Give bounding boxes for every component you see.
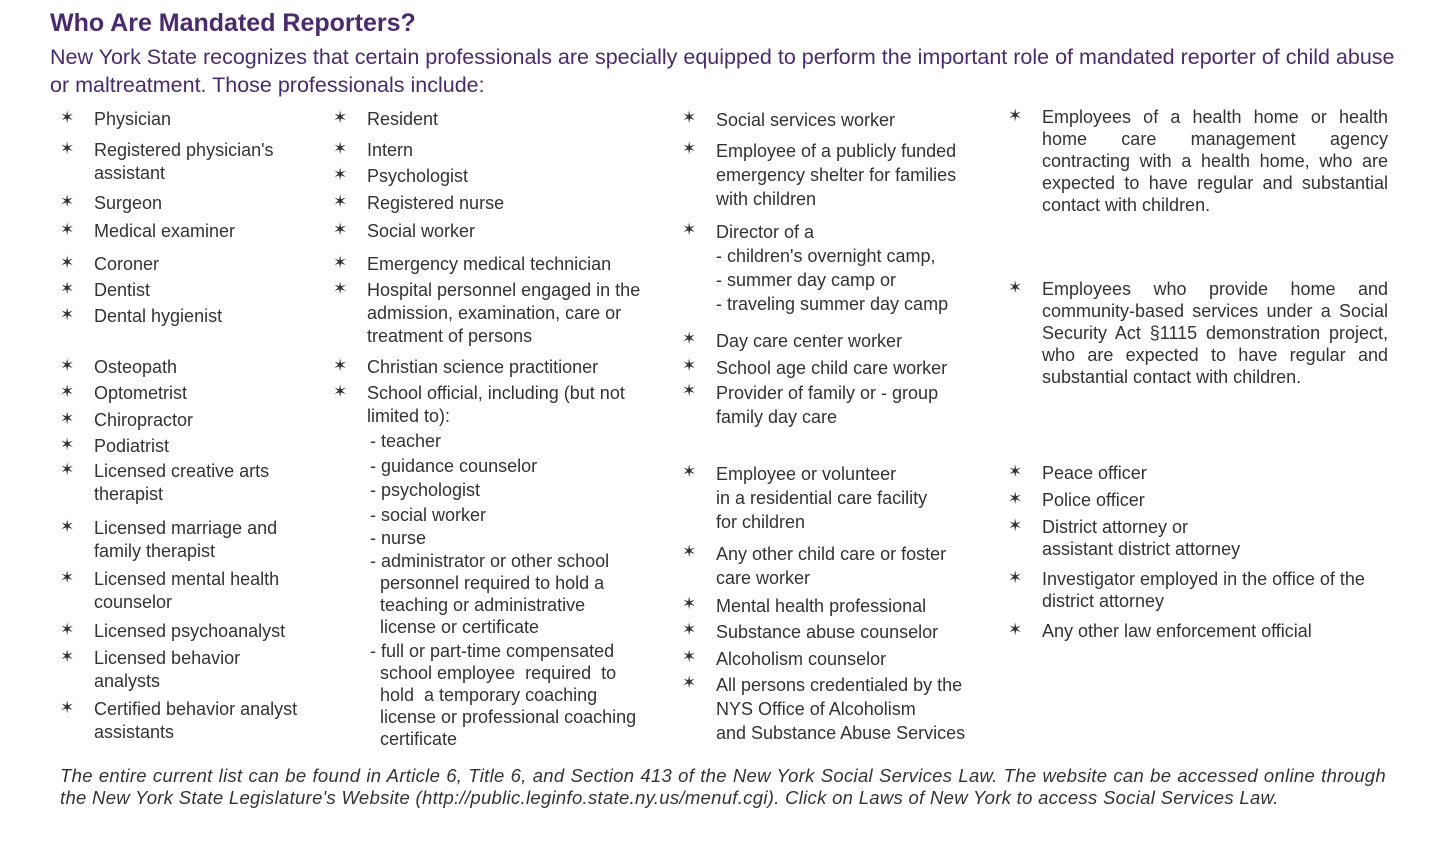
col4-item-text: Any other law enforcement official bbox=[1042, 621, 1312, 641]
col4-item-text: Employees of a health home or health home care management agency contracting with a health home, who are expected to have regular and substantial contact with children. bbox=[1042, 107, 1388, 215]
asterisk-bullet-icon: ✶ bbox=[333, 253, 348, 272]
col1-item-text: Dentist bbox=[94, 280, 151, 300]
col1-item-text: Licensed creative arts therapist bbox=[94, 461, 270, 504]
asterisk-bullet-icon: ✶ bbox=[1008, 106, 1023, 125]
asterisk-bullet-icon: ✶ bbox=[60, 139, 75, 158]
asterisk-bullet-icon: ✶ bbox=[1008, 462, 1023, 481]
col1-item-text: Licensed psychoanalyst bbox=[94, 621, 286, 641]
asterisk-bullet-icon: ✶ bbox=[682, 594, 697, 613]
asterisk-bullet-icon: ✶ bbox=[682, 139, 697, 158]
asterisk-bullet-icon: ✶ bbox=[60, 192, 75, 211]
col3-sub-item: - traveling summer day camp bbox=[716, 294, 949, 314]
asterisk-bullet-icon: ✶ bbox=[60, 620, 75, 639]
col4-item-text: Employees who provide home and community-based services under a Social Security Act §1115 demonstration project, who are expected to have regular and substantial contact with children. bbox=[1042, 279, 1388, 387]
asterisk-bullet-icon: ✶ bbox=[60, 220, 75, 239]
col2-item-text: Social worker bbox=[367, 221, 476, 241]
col3-item-text: Provider of family or - group family day care bbox=[716, 383, 939, 427]
col1-item-text: Podiatrist bbox=[94, 436, 170, 456]
page-title: Who Are Mandated Reporters? bbox=[50, 9, 416, 37]
asterisk-bullet-icon: ✶ bbox=[60, 279, 75, 298]
col2-sub-item: - administrator or other school personnel required to hold a teaching or administrative license or certificate bbox=[370, 551, 610, 637]
asterisk-bullet-icon: ✶ bbox=[1008, 620, 1023, 639]
col3-item-text: Social services worker bbox=[716, 110, 896, 130]
col2-item-text: Psychologist bbox=[367, 166, 469, 186]
asterisk-bullet-icon: ✶ bbox=[682, 381, 697, 400]
col3-item-text: Mental health professional bbox=[716, 596, 927, 616]
asterisk-bullet-icon: ✶ bbox=[60, 435, 75, 454]
col2-sub-item: - nurse bbox=[370, 528, 427, 548]
asterisk-bullet-icon: ✶ bbox=[1008, 489, 1023, 508]
col2-item-text: Registered nurse bbox=[367, 193, 505, 213]
col2-item-text: Hospital personnel engaged in the admission, examination, care or treatment of persons bbox=[367, 280, 641, 346]
col1-item-text: Licensed behavior analysts bbox=[94, 648, 241, 691]
asterisk-bullet-icon: ✶ bbox=[60, 409, 75, 428]
col3-item-text: Employee of a publicly funded emergency shelter for families with children bbox=[716, 141, 957, 209]
col3-sub-item: - children's overnight camp, bbox=[716, 246, 936, 266]
col2-sub-item: - guidance counselor bbox=[370, 456, 538, 476]
col1-item-text: Surgeon bbox=[94, 193, 163, 213]
col4-item-text: Peace officer bbox=[1042, 463, 1147, 483]
col1-item-text: Certified behavior analyst assistants bbox=[94, 699, 298, 742]
col3-item-text: Day care center worker bbox=[716, 331, 903, 351]
col3-item-text: School age child care worker bbox=[716, 358, 948, 378]
col1-item-text: Licensed marriage and family therapist bbox=[94, 518, 278, 561]
col2-item-text: Christian science practitioner bbox=[367, 357, 599, 377]
col3-item-text: All persons credentialed by the NYS Office of Alcoholism and Substance Abuse Services bbox=[716, 675, 966, 743]
asterisk-bullet-icon: ✶ bbox=[682, 620, 697, 639]
col3-item-text: Employee or volunteer in a residential care facility for children bbox=[716, 464, 928, 532]
col1-item-text: Chiropractor bbox=[94, 410, 194, 430]
asterisk-bullet-icon: ✶ bbox=[333, 192, 348, 211]
col1-item-text: Optometrist bbox=[94, 383, 188, 403]
asterisk-bullet-icon: ✶ bbox=[333, 279, 348, 298]
col3-item-text: Any other child care or foster care worker bbox=[716, 544, 947, 588]
col2-sub-item: - social worker bbox=[370, 505, 487, 525]
col4-item-text: Police officer bbox=[1042, 490, 1145, 510]
asterisk-bullet-icon: ✶ bbox=[682, 542, 697, 561]
col2-item-text: Emergency medical technician bbox=[367, 254, 612, 274]
col3-item-text: Substance abuse counselor bbox=[716, 622, 939, 642]
asterisk-bullet-icon: ✶ bbox=[1008, 516, 1023, 535]
col2-sub-item: - teacher bbox=[370, 431, 442, 451]
asterisk-bullet-icon: ✶ bbox=[60, 460, 75, 479]
asterisk-bullet-icon: ✶ bbox=[682, 673, 697, 692]
asterisk-bullet-icon: ✶ bbox=[333, 220, 348, 239]
footer-note: The entire current list can be found in Article 6, Title 6, and Section 413 of the New York Social Services Law. The website can be accessed online through the New York State Legislature's Website (http://public.leginfo.state.ny.us/menuf.cgi). Click on Laws of New York to access Social Services Law. bbox=[60, 765, 1386, 808]
asterisk-bullet-icon: ✶ bbox=[333, 382, 348, 401]
col1-item-text: Osteopath bbox=[94, 357, 178, 377]
asterisk-bullet-icon: ✶ bbox=[1008, 568, 1023, 587]
col3-item-text: Director of a bbox=[716, 222, 815, 242]
col1-item-text: Coroner bbox=[94, 254, 160, 274]
asterisk-bullet-icon: ✶ bbox=[682, 220, 697, 239]
col2-sub-item: - psychologist bbox=[370, 480, 481, 500]
asterisk-bullet-icon: ✶ bbox=[682, 356, 697, 375]
col4-item-text: District attorney or assistant district attorney bbox=[1042, 517, 1241, 559]
col2-item-text: School official, including (but not limited to): bbox=[367, 383, 625, 426]
col3-item-text: Alcoholism counselor bbox=[716, 649, 887, 669]
asterisk-bullet-icon: ✶ bbox=[333, 139, 348, 158]
asterisk-bullet-icon: ✶ bbox=[1008, 278, 1023, 297]
col1-item-text: Physician bbox=[94, 109, 172, 129]
asterisk-bullet-icon: ✶ bbox=[60, 698, 75, 717]
col2-item-text: Resident bbox=[367, 109, 439, 129]
asterisk-bullet-icon: ✶ bbox=[60, 568, 75, 587]
asterisk-bullet-icon: ✶ bbox=[60, 305, 75, 324]
asterisk-bullet-icon: ✶ bbox=[682, 329, 697, 348]
col1-item-text: Licensed mental health counselor bbox=[94, 569, 280, 612]
asterisk-bullet-icon: ✶ bbox=[60, 356, 75, 375]
col1-item-text: Registered physician's assistant bbox=[94, 140, 274, 183]
asterisk-bullet-icon: ✶ bbox=[60, 647, 75, 666]
asterisk-bullet-icon: ✶ bbox=[682, 108, 697, 127]
asterisk-bullet-icon: ✶ bbox=[60, 382, 75, 401]
col2-sub-item: - full or part-time compensated school employee required to hold a temporary coaching license or professional coaching certificate bbox=[370, 641, 637, 749]
asterisk-bullet-icon: ✶ bbox=[333, 108, 348, 127]
asterisk-bullet-icon: ✶ bbox=[682, 647, 697, 666]
asterisk-bullet-icon: ✶ bbox=[333, 165, 348, 184]
col1-item-text: Dental hygienist bbox=[94, 306, 223, 326]
col1-item-text: Medical examiner bbox=[94, 221, 236, 241]
col2-item-text: Intern bbox=[367, 140, 414, 160]
asterisk-bullet-icon: ✶ bbox=[333, 356, 348, 375]
intro-paragraph: New York State recognizes that certain professionals are specially equipped to perform the important role of mandated reporter of child abuse or maltreatment. Those professionals include: bbox=[50, 45, 1395, 97]
col3-sub-item: - summer day camp or bbox=[716, 270, 897, 290]
asterisk-bullet-icon: ✶ bbox=[682, 462, 697, 481]
col4-item-text: Investigator employed in the office of the district attorney bbox=[1042, 569, 1365, 611]
asterisk-bullet-icon: ✶ bbox=[60, 517, 75, 536]
asterisk-bullet-icon: ✶ bbox=[60, 253, 75, 272]
asterisk-bullet-icon: ✶ bbox=[60, 108, 75, 127]
